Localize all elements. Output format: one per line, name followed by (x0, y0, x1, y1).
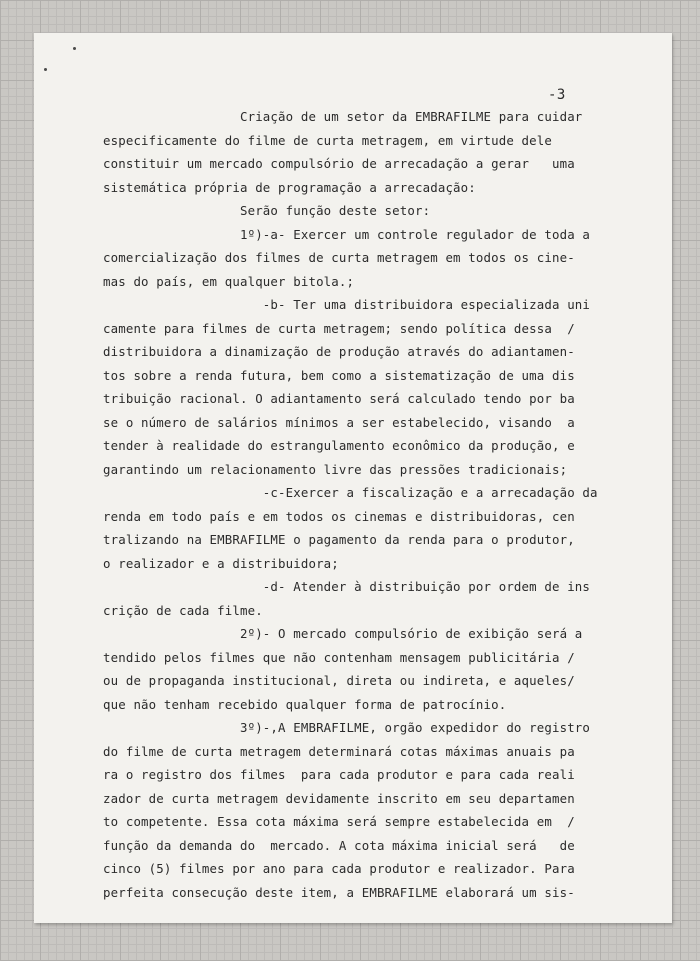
text-line: tendido pelos filmes que não contenham mensagem publicitária / (103, 649, 575, 665)
punch-mark (44, 68, 47, 71)
text-line: to competente. Essa cota máxima será sempre estabelecida em / (103, 814, 575, 829)
text-line: 1º)-a- Exercer um controle regulador de toda a (103, 226, 591, 242)
text-line: -b- Ter uma distribuidora especializada uni (103, 297, 591, 312)
text-line: garantindo um relacionamento livre das pressões tradicionais; (103, 461, 568, 477)
text-line: do filme de curta metragem determinará cotas máximas anuais pa (103, 743, 575, 759)
text-line: crição de cada filme. (103, 602, 263, 618)
text-line: o realizador e a distribuidora; (103, 555, 339, 571)
text-line: perfeita consecução deste item, a EMBRAFILME elaborará um sis- (103, 884, 575, 900)
text-line: tribuição racional. O adiantamento será calculado tendo por ba (103, 391, 575, 406)
text-line: Serão função deste setor: (103, 203, 431, 218)
text-line: Criação de um setor da EMBRAFILME para cuidar (103, 109, 583, 124)
text-line: distribuidora a dinamização de produção através do adiantamen- (103, 344, 575, 359)
page-number: -3 (548, 87, 566, 103)
text-line: 2º)- O mercado compulsório de exibição será a (103, 626, 583, 641)
text-line: ou de propaganda institucional, direta ou indireta, e aqueles/ (103, 673, 575, 688)
text-line: sistemática própria de programação a arrecadação: (103, 179, 476, 195)
text-line: ra o registro dos filmes para cada produtor e para cada reali (103, 767, 575, 782)
text-line: constituir um mercado compulsório de arrecadação a gerar uma (103, 156, 575, 171)
text-line: 3º)-,A EMBRAFILME, orgão expedidor do registro (103, 720, 591, 735)
text-line: -d- Atender à distribuição por ordem de ins (103, 579, 591, 594)
text-line: especificamente do filme de curta metragem, em virtude dele (103, 132, 552, 148)
text-line: tos sobre a renda futura, bem como a sistematização de uma dis (103, 367, 575, 383)
text-line: renda em todo país e em todos os cinemas e distribuidoras, cen (103, 508, 575, 524)
text-line: cinco (5) filmes por ano para cada produtor e realizador. Para (103, 861, 575, 876)
text-line: camente para filmes de curta metragem; sendo política dessa / (103, 320, 575, 336)
text-line: zador de curta metragem devidamente inscrito em seu departamen (103, 790, 575, 806)
text-line: tender à realidade do estrangulamento econômico da produção, e (103, 438, 575, 453)
text-line: função da demanda do mercado. A cota máxima inicial será de (103, 837, 575, 853)
typed-text-body (103, 105, 598, 904)
punch-mark (73, 47, 76, 50)
text-line: -c-Exercer a fiscalização e a arrecadação da (103, 485, 598, 500)
text-line: que não tenham recebido qualquer forma de patrocínio. (103, 696, 507, 712)
text-line: se o número de salários mínimos a ser estabelecido, visando a (103, 414, 575, 430)
text-line: tralizando na EMBRAFILME o pagamento da renda para o produtor, (103, 532, 575, 547)
text-line: comercialização dos filmes de curta metragem em todos os cine- (103, 250, 575, 265)
text-line: mas do país, em qualquer bitola.; (103, 273, 355, 289)
